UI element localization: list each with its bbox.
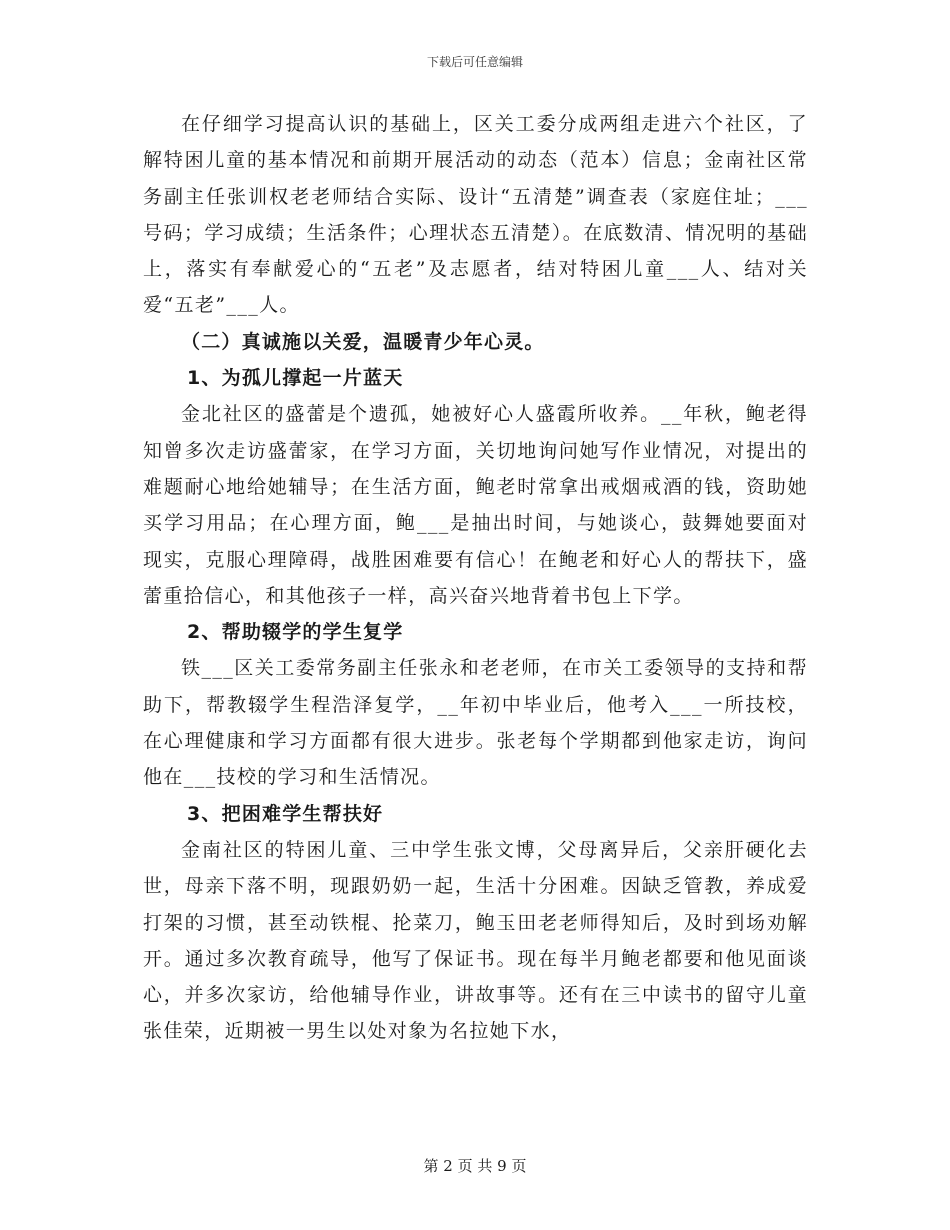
document-body <box>143 106 808 1050</box>
paragraph-dropout: 铁___区关工委常务副主任张永和老老师，在市关工委领导的支持和帮助下，帮教辍学生程浩泽复学，__年初中毕业后，他考入___一所技校，在心理健康和学习方面都有很大进步。张老每个学期都到他家走访，询问他在___技校的学习和生活情况。 <box>143 657 808 789</box>
paragraph-survey: 在仔细学习提高认识的基础上，区关工委分成两组走进六个社区，了解特困儿童的基本情况和前期开展活动的动态（范本）信息；金南社区常务副主任张训权老老师结合实际、设计“五清楚”调查表（家庭住址；___号码；学习成绩；生活条件；心理状态五清楚）。在底数清、情况明的基础上，落实有奉献爱心的“五老”及志愿者，结对特困儿童___人、结对关爱“五老”___人。 <box>143 113 808 317</box>
paragraph-orphan: 金北社区的盛蕾是个遗孤，她被好心人盛霞所收养。__年秋，鲍老得知曾多次走访盛蕾家，在学习方面，关切地询问她写作业情况，对提出的难题耐心地给她辅导；在生活方面，鲍老时常拿出戒烟戒酒的钱，资助她买学习用品；在心理方面，鲍___是抽出时间，与她谈心，鼓舞她要面对现实，克服心理障碍，战胜困难要有信心！在鲍老和好心人的帮扶下，盛蕾重拾信心，和其他孩子一样，高兴奋兴地背着书包上下学。 <box>143 403 808 607</box>
section-heading-2: （二）真诚施以关爱，温暖青少年心灵。 <box>181 330 545 353</box>
subheading-2: 2、帮助辍学的学生复学 <box>187 621 404 644</box>
subheading-3: 3、把困难学生帮扶好 <box>187 802 384 825</box>
subheading-1: 1、为孤儿撑起一片蓝天 <box>187 367 404 390</box>
page-footer: 第 2 页 共 9 页 <box>423 1157 527 1175</box>
paragraph-hardship: 金南社区的特困儿童、三中学生张文博，父母离异后，父亲肝硬化去世，母亲下落不明，现跟奶奶一起，生活十分困难。因缺乏管教，养成爱打架的习惯，甚至动铁棍、抡菜刀，鲍玉田老老师得知后，及时到场劝解开。通过多次教育疏导，他写了保证书。现在每半月鲍老都要和他见面谈心，并多次家访，给他辅导作业，讲故事等。还有在三中读书的留守儿童张佳荣，近期被一男生以处对象为名拉她下水， <box>143 838 808 1043</box>
page-header: 下载后可任意编辑 <box>426 55 523 69</box>
